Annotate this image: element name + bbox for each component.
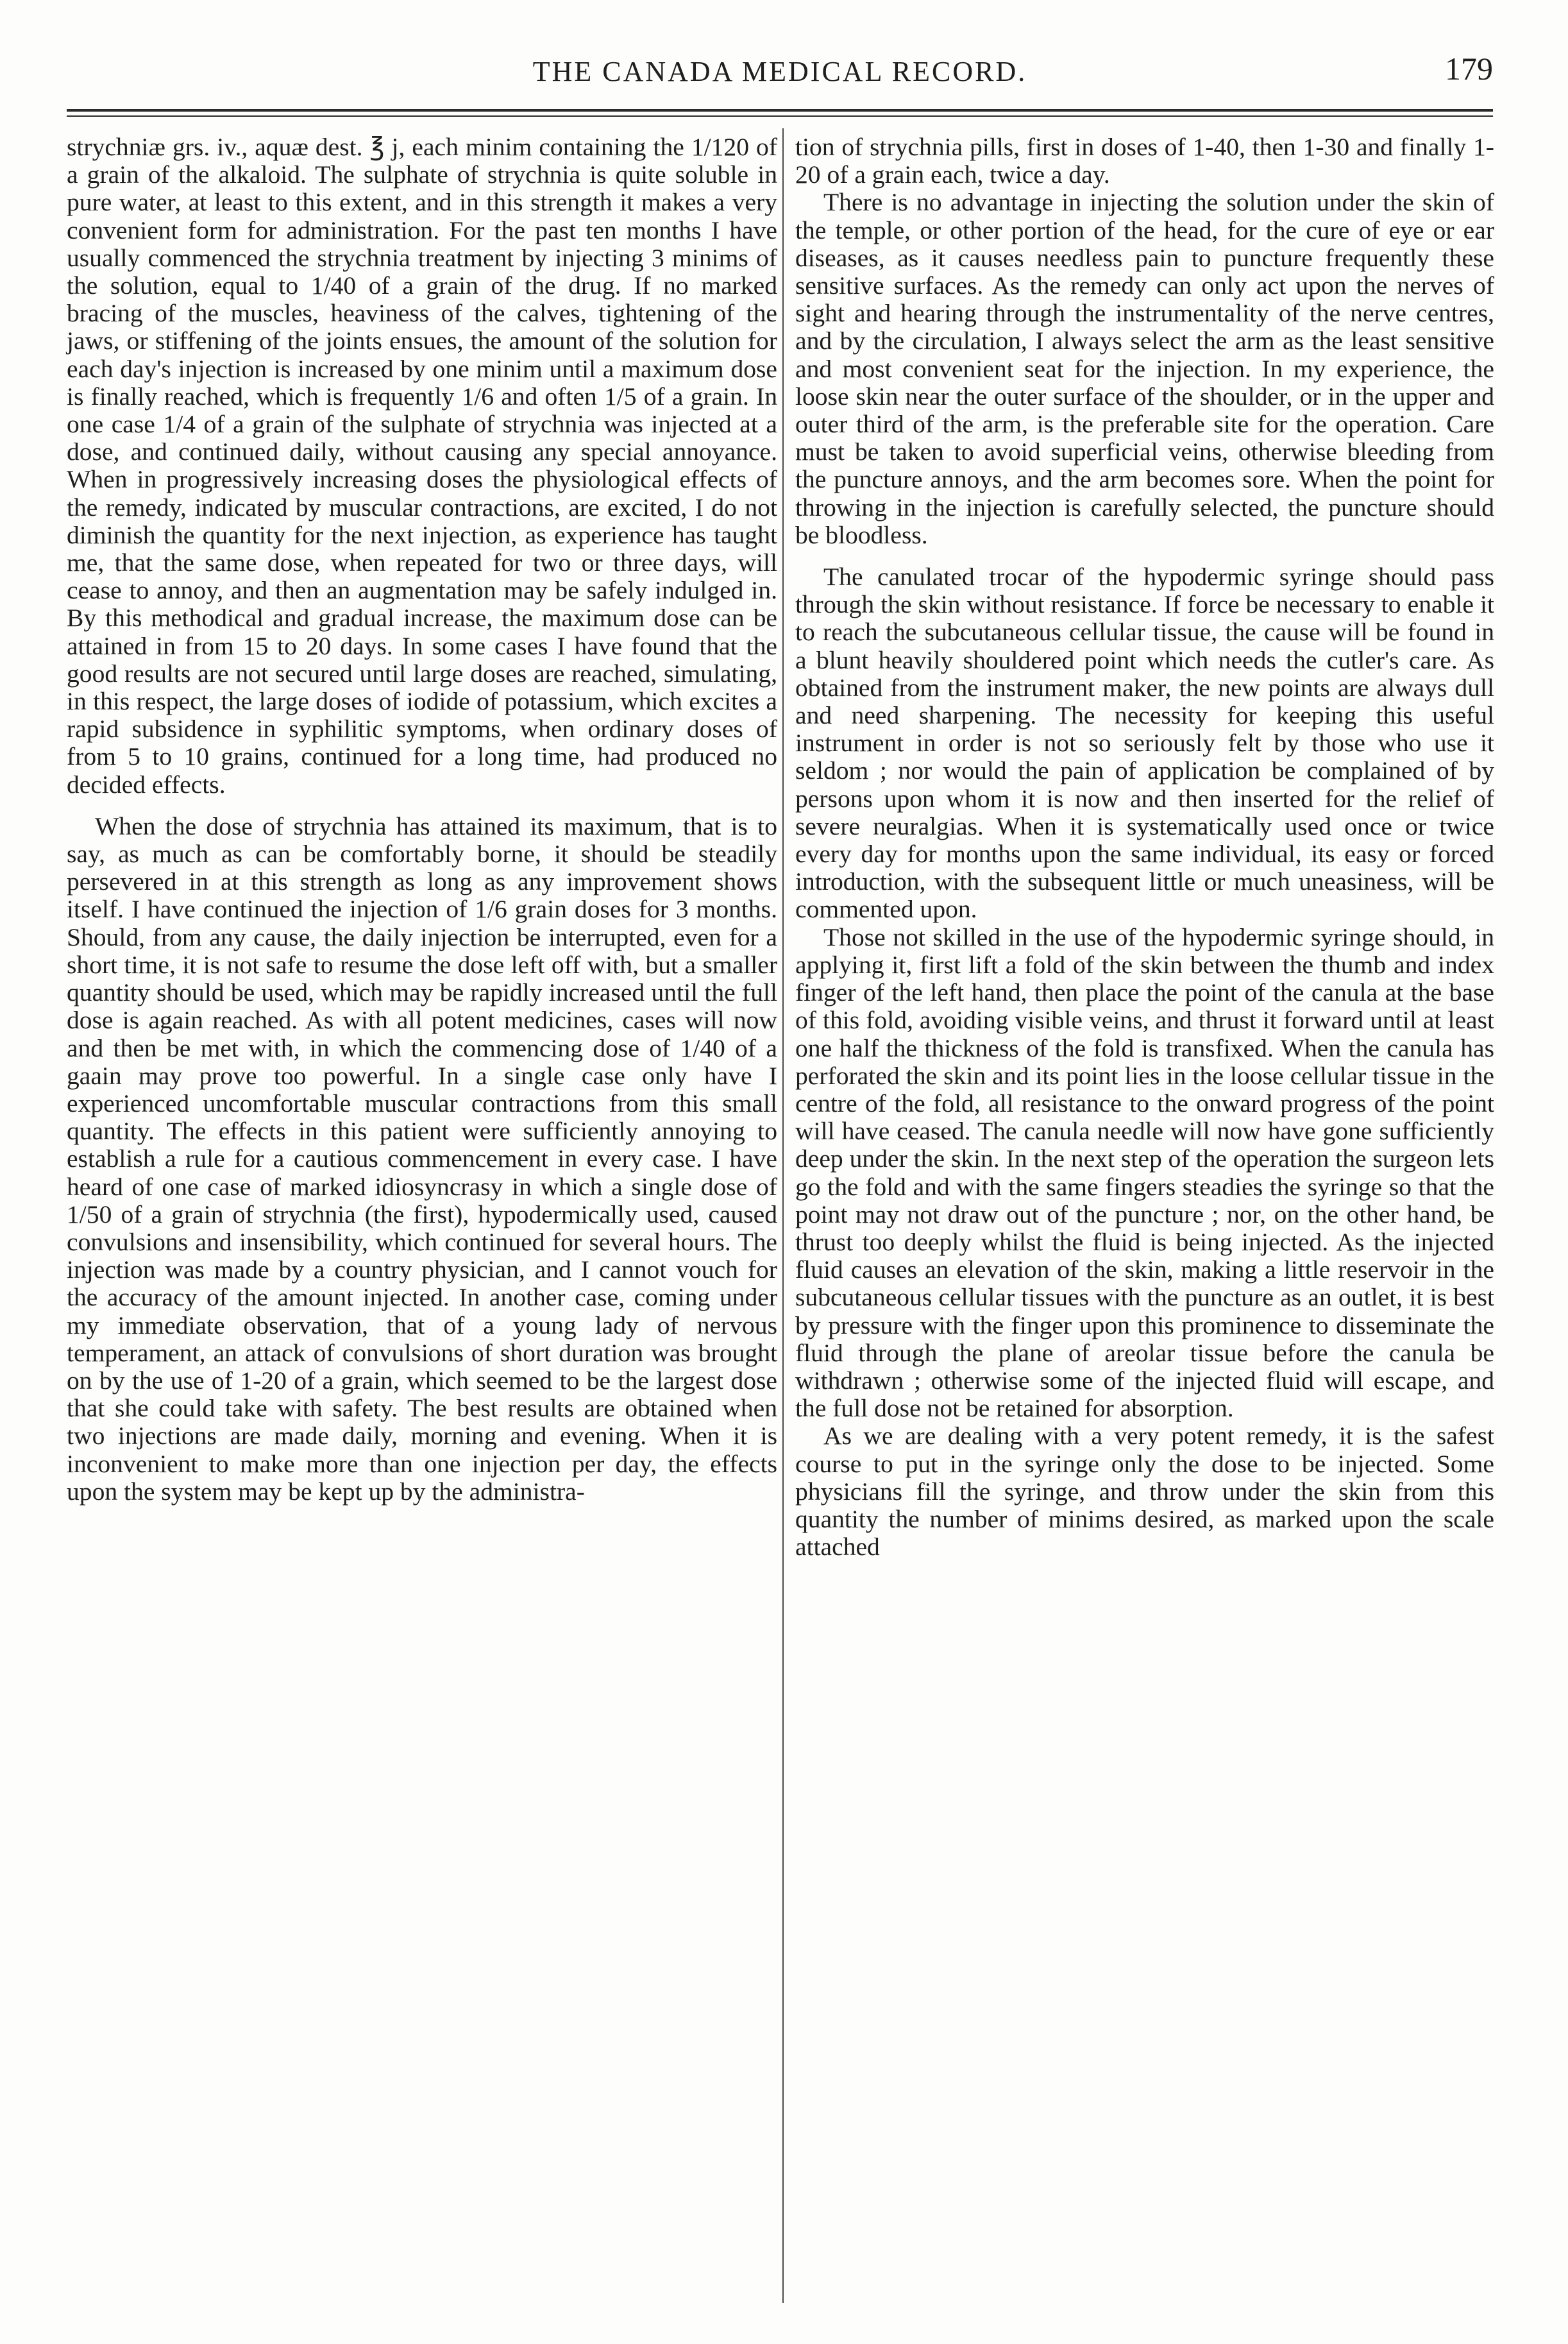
running-header bbox=[67, 50, 1493, 95]
paragraph: The canulated trocar of the hypodermic syringe should pass through the skin without resistance. If force be necessary to enable it to reach the subcutaneous cellular tissue, the cause will be found in a blunt heavily shouldered point which needs the cutler's care. As obtained from the instrument maker, the new points are always dull and need sharpening. The necessity for keeping this useful instrument in order is not so seriously felt by those who use it seldom ; nor would the pain of application be complained of by persons upon whom it is now and then inserted for the relief of severe neuralgias. When it is systematically used once or twice every day for months upon the same individual, its easy or forced introduction, with the subsequent little or much uneasiness, will be commented upon. bbox=[795, 563, 1494, 924]
header-rule-thin bbox=[67, 115, 1493, 117]
paragraph: tion of strychnia pills, first in doses of 1-40, then 1-30 and finally 1-20 of a grain each, twice a day. bbox=[795, 133, 1494, 189]
right-column bbox=[795, 133, 1494, 1561]
paragraph: There is no advantage in injecting the solution under the skin of the temple, or other portion of the head, for the cure of eye or ear diseases, as it causes needless pain to puncture frequently these sensitive surfaces. As the remedy can only act upon the nerves of sight and hearing through the instrumentality of the nerve centres, and by the circulation, I always select the arm as the least sensitive and most convenient seat for the injection. In my experience, the loose skin near the outer surface of the shoulder, or in the upper and outer third of the arm, is the preferable site for the operation. Care must be taken to avoid superficial veins, otherwise bleeding from the puncture annoys, and the arm becomes sore. When the point for throwing in the injection is carefully selected, the puncture should be bloodless. bbox=[795, 188, 1494, 549]
left-column bbox=[67, 133, 777, 1506]
paragraph: When the dose of strychnia has attained its maximum, that is to say, as much as can be comfortably borne, it should be steadily persevered in at this strength as long as any improvement shows itself. I have continued the injection of 1/6 grain doses for 3 months. Should, from any cause, the daily injection be interrupted, even for a short time, it is not safe to resume the dose left off with, but a smaller quantity should be used, which may be rapidly increased until the full dose is again reached. As with all potent medicines, cases will now and then be met with, in which the commencing dose of 1/40 of a gaain may prove too powerful. In a single case only have I experienced uncomfortable muscular contractions from this small quantity. The effects in this patient were sufficiently annoying to establish a rule for a cautious commencement in every case. I have heard of one case of marked idiosyncrasy in which a single dose of 1/50 of a grain of strychnia (the first), hypodermically used, caused convulsions and insensibility, which continued for several hours. The injection was made by a country physician, and I cannot vouch for the accuracy of the amount injected. In another case, coming under my immediate observation, that of a young lady of nervous temperament, an attack of convulsions of short duration was brought on by the use of 1-20 of a grain, which seemed to be the largest dose that she could take with safety. The best results are obtained when two injections are made daily, morning and evening. When it is inconvenient to make more than one injection per day, the effects upon the system may be kept up by the administra- bbox=[67, 811, 777, 1506]
header-rule-thick bbox=[67, 109, 1493, 112]
journal-title: THE CANADA MEDICAL RECORD. bbox=[532, 56, 1027, 87]
paragraph: Those not skilled in the use of the hypodermic syringe should, in applying it, first lift a fold of the skin between the thumb and index finger of the left hand, then place the point of the canula at the base of this fold, avoiding visible veins, and thrust it forward until at least one half the thickness of the fold is transfixed. When the canula has perforated the skin and its point lies in the loose cellular tissue in the centre of the fold, all resistance to the onward progress of the point will have ceased. The canula needle will now have gone sufficiently deep under the skin. In the next step of the operation the surgeon lets go the fold and with the same fingers steadies the syringe so that the point may not draw out of the puncture ; nor, on the other hand, be thrust too deeply whilst the fluid is being injected. As the injected fluid causes an elevation of the skin, making a little reservoir in the subcutaneous cellular tissues with the puncture as an outlet, it is best by pressure with the finger upon this prominence to disseminate the fluid through the plane of areolar tissue before the canula be withdrawn ; otherwise some of the injected fluid will escape, and the full dose not be retained for absorption. bbox=[795, 922, 1494, 1423]
paragraph: strychniæ grs. iv., aquæ dest. ℥ j, each minim containing the 1/120 of a grain of the alkaloid. The sulphate of strychnia is quite soluble in pure water, at least to this extent, and in this strength it makes a very convenient form for administration. For the past ten months I have usually commenced the strychnia treatment by injecting 3 minims of the solution, equal to 1/40 of a grain of the drug. If no marked bracing of the muscles, heaviness of the calves, tightening of the jaws, or stiffening of the joints ensues, the amount of the solution for each day's injection is increased by one minim until a maximum dose is finally reached, which is frequently 1/6 and often 1/5 of a grain. In one case 1/4 of a grain of the sulphate of strychnia was injected at a dose, and continued daily, without causing any special annoyance. When in progressively increasing doses the physiological effects of the remedy, indicated by muscular contractions, are excited, I do not diminish the quantity for the next injection, as experience has taught me, that the same dose, when repeated for two or three days, will cease to annoy, and then an augmentation may be safely indulged in. By this methodical and gradual increase, the maximum dose can be attained in from 15 to 20 days. In some cases I have found that the good results are not secured until large doses are reached, simulating, in this respect, the large doses of iodide of potassium, which excites a rapid subsidence in syphilitic symptoms, when ordinary doses of from 5 to 10 grains, continued for a long time, had produced no decided effects. bbox=[67, 133, 777, 799]
column-divider bbox=[782, 128, 784, 2303]
page-number: 179 bbox=[1445, 51, 1493, 87]
paragraph: As we are dealing with a very potent remedy, it is the safest course to put in the syringe only the dose to be injected. Some physicians fill the syringe, and throw under the skin from this quantity the number of minims desired, as marked upon the scale attached bbox=[795, 1422, 1494, 1561]
